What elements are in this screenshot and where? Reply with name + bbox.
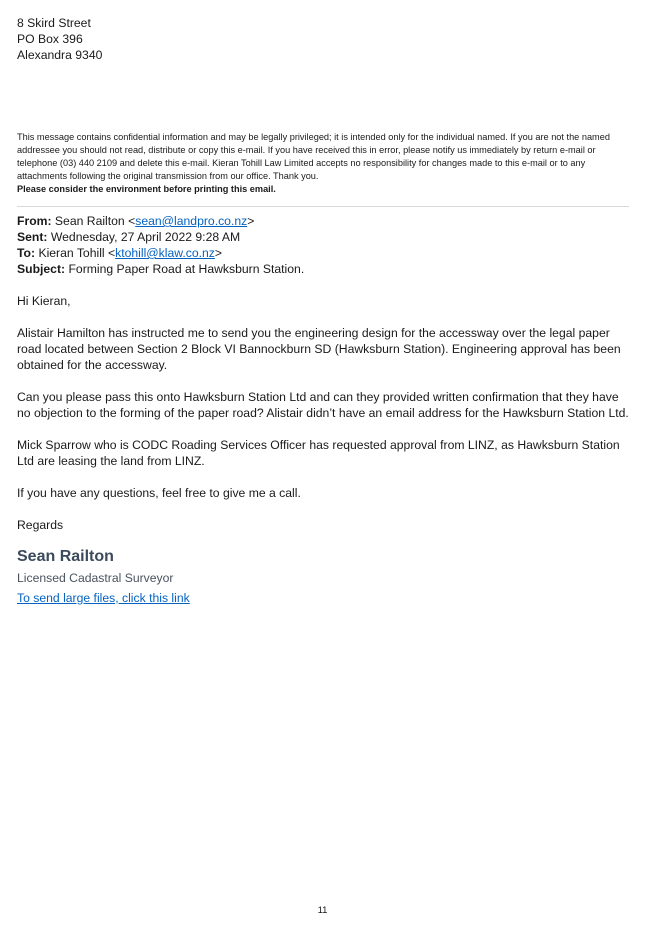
page-number: 11 [317, 905, 328, 916]
address-line-street: 8 Skird Street [17, 16, 91, 30]
sent-label: Sent: [17, 230, 48, 244]
header-divider [17, 206, 629, 207]
signature-name: Sean Railton [17, 548, 114, 565]
subject-value: Forming Paper Road at Hawksburn Station. [68, 262, 305, 276]
to-label: To: [17, 246, 36, 260]
to-email-link[interactable]: ktohill@klaw.co.nz [115, 246, 215, 260]
to-row: To: Kieran Tohill <ktohill@klaw.co.nz> [17, 246, 223, 260]
from-label: From: [17, 214, 52, 228]
greeting: Hi Kieran, [17, 294, 71, 308]
body-paragraph-1: Alistair Hamilton has instructed me to send you the engineering design for the accessway over the legal paper road located between Section 2 Block VI Bannockburn SD (Hawksburn Station). Engineering approval has been obtained for the accessway. [17, 326, 621, 372]
email-body [17, 293, 632, 533]
email-document [17, 15, 632, 606]
email-headers [17, 213, 632, 277]
body-paragraph-4: If you have any questions, feel free to give me a call. [17, 486, 301, 500]
from-row: From: Sean Railton <sean@landpro.co.nz> [17, 214, 255, 228]
large-files-link[interactable]: To send large files, click this link [17, 591, 190, 605]
sender-address-block [17, 15, 632, 63]
body-paragraph-3: Mick Sparrow who is CODC Roading Services Officer has requested approval from LINZ, as Hawksburn Station Ltd are leasing the land from LINZ. [17, 438, 620, 468]
disclaimer-text: This message contains confidential information and may be legally privileged; it is intended only for the individual named. If you are not the named addressee you should not read, distribute or copy this e-mail. If you have received this in error, please notify us immediately by return e-mail or telephone (03) 440 2109 and delete this e-mail. Kieran Tohill Law Limited accepts no responsibility for changes made to this e-mail or to any attachments following the original transmission from our office. Thank you. [17, 132, 610, 181]
confidentiality-disclaimer [17, 131, 632, 196]
sent-value: Wednesday, 27 April 2022 9:28 AM [50, 230, 241, 244]
subject-label: Subject: [17, 262, 66, 276]
to-name: Kieran Tohill [38, 246, 105, 260]
address-line-city: Alexandra 9340 [17, 48, 103, 62]
signature-title: Licensed Cadastral Surveyor [17, 571, 174, 585]
environment-notice: Please consider the environment before printing this email. [17, 184, 276, 194]
email-signature [17, 547, 632, 606]
from-email-link[interactable]: sean@landpro.co.nz [135, 214, 248, 228]
address-line-po-box: PO Box 396 [17, 32, 83, 46]
closing: Regards [17, 518, 64, 532]
from-name: Sean Railton [54, 214, 125, 228]
subject-row [17, 261, 632, 277]
body-paragraph-2: Can you please pass this onto Hawksburn Station Ltd and can they provided written confirmation that they have no objection to the forming of the paper road? Alistair didn’t have an email address for the Hawksburn Station Ltd. [17, 390, 629, 420]
sent-row [17, 229, 632, 245]
